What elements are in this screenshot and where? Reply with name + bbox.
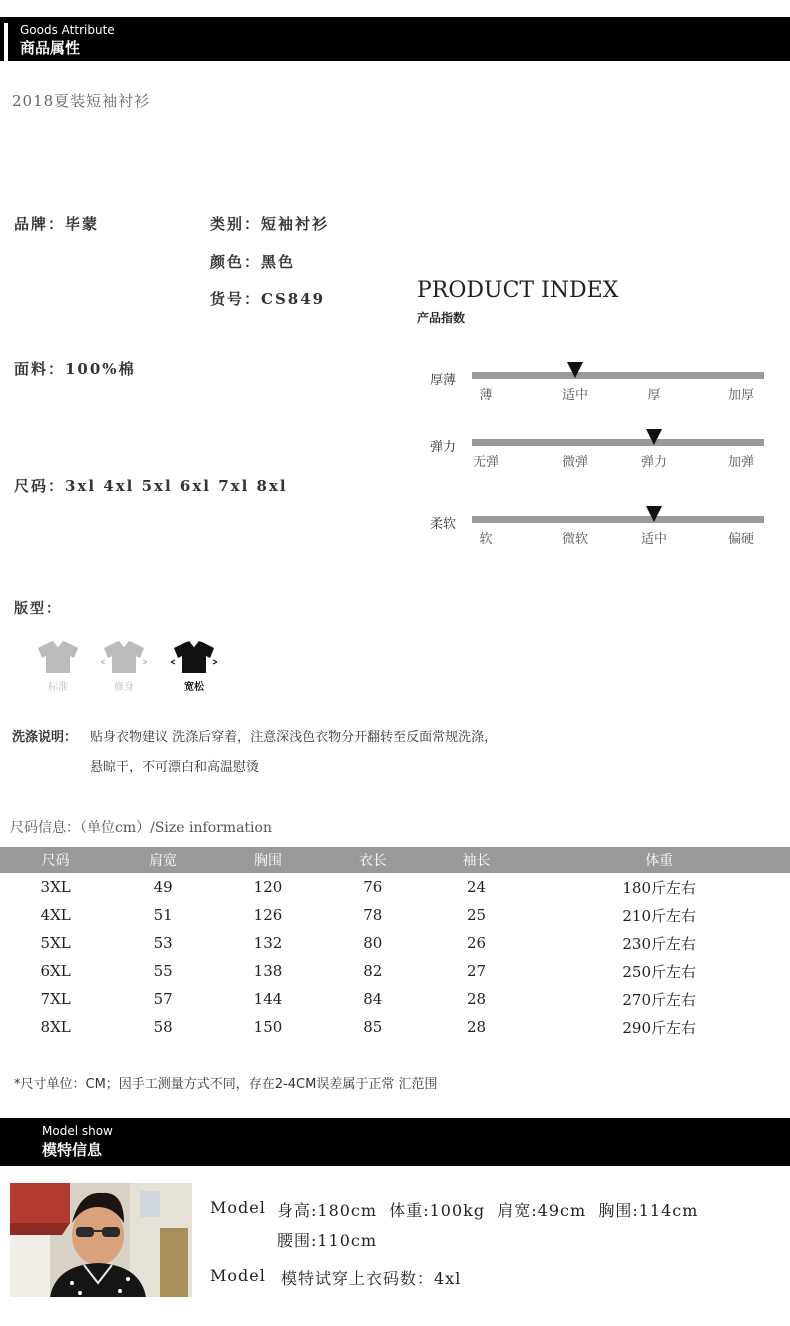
index-tick-label: 微软 (561, 532, 588, 547)
fit-option (100, 640, 148, 693)
table-cell: 84 (363, 990, 383, 1008)
index-bar (472, 372, 764, 379)
table-cell: 270斤左右 (622, 990, 697, 1009)
shirt-icon (34, 640, 82, 674)
table-row (0, 873, 790, 901)
table-cell: 25 (466, 906, 487, 924)
table-row (0, 929, 790, 957)
table-cell: 8XL (40, 1018, 71, 1036)
table-cell: 76 (363, 878, 383, 896)
table-cell: 120 (253, 878, 283, 896)
fit-option-label: 宽松 (184, 682, 204, 693)
index-label: 柔软 (430, 517, 457, 532)
table-cell: 144 (253, 990, 283, 1008)
table-cell: 28 (466, 990, 487, 1008)
size-table-header-cell: 袖长 (425, 847, 529, 873)
model-header-cn: 模特信息 (42, 1141, 103, 1159)
table-cell: 290斤左右 (622, 1018, 697, 1037)
model-show-header (0, 1118, 790, 1166)
table-row (0, 985, 790, 1013)
size-table-header (0, 847, 790, 873)
table-cell: 250斤左右 (622, 962, 697, 981)
table-cell: 82 (363, 962, 383, 980)
care-label: 洗涤说明： (12, 730, 78, 745)
size-table-header-cell: 胸围 (215, 847, 321, 873)
goods-attribute-header (0, 17, 790, 61)
care-line-2: 悬晾干，不可漂白和高温慰烫 (90, 760, 260, 775)
table-cell: 3XL (40, 878, 71, 896)
header-cn-title: 商品属性 (20, 39, 81, 57)
header-accent-bar (4, 23, 8, 61)
table-cell: 5XL (40, 934, 71, 952)
table-cell: 53 (153, 934, 173, 952)
index-bar (472, 516, 764, 523)
table-cell: 210斤左右 (622, 906, 697, 925)
size-table-header-cell: 体重 (528, 847, 790, 873)
model-label-2: Model (210, 1266, 266, 1285)
brand-attr: 品牌：毕蒙 (14, 215, 100, 233)
sizes-attr: 尺码：3xl 4xl 5xl 6xl 7xl 8xl (14, 477, 288, 495)
category-attr: 类别：短袖衬衫 (210, 215, 330, 233)
size-table-header-cell: 衣长 (321, 847, 425, 873)
index-tick-label: 薄 (479, 388, 493, 403)
size-info-title: 尺码信息：（单位cm）/Size information (10, 820, 272, 836)
table-cell: 80 (363, 934, 383, 952)
index-tick-label: 适中 (640, 532, 667, 547)
fit-option (34, 640, 82, 693)
table-cell: 7XL (40, 990, 71, 1008)
index-tick-label: 偏硬 (727, 532, 754, 547)
index-marker (646, 506, 662, 522)
size-table-header-cell: 尺码 (0, 847, 111, 873)
model-label-1: Model (210, 1198, 266, 1217)
fit-label: 版型： (14, 601, 62, 617)
table-row (0, 957, 790, 985)
index-marker (646, 429, 662, 445)
size-table-wrap (0, 847, 790, 1041)
table-cell: 126 (253, 906, 283, 924)
table-cell: 180斤左右 (622, 878, 697, 897)
fit-option-label: 标准 (48, 682, 68, 693)
table-cell: 138 (253, 962, 283, 980)
index-tick-label: 加弹 (727, 455, 754, 470)
index-tick-label: 软 (479, 532, 493, 547)
table-cell: 24 (466, 878, 487, 896)
fabric-attr: 面料：100%棉 (14, 360, 136, 378)
index-tick-label: 弹力 (640, 455, 667, 470)
fit-option-label: 修身 (114, 682, 134, 693)
item-no-attr: 货号：CS849 (210, 290, 326, 308)
index-label: 厚薄 (430, 373, 457, 388)
table-cell: 230斤左右 (622, 934, 697, 953)
shirt-icon (170, 640, 218, 674)
product-index-title: PRODUCT INDEX (417, 278, 619, 303)
index-tick-label: 微弹 (561, 455, 588, 470)
table-cell: 28 (466, 1018, 487, 1036)
fit-option (170, 640, 218, 693)
table-cell: 57 (153, 990, 173, 1008)
product-title: 2018夏装短袖衬衫 (12, 92, 151, 110)
table-cell: 132 (253, 934, 283, 952)
table-cell: 58 (153, 1018, 173, 1036)
table-cell: 49 (153, 878, 173, 896)
index-tick-label: 厚 (647, 388, 661, 403)
table-cell: 51 (153, 906, 173, 924)
table-cell: 78 (363, 906, 383, 924)
index-tick-label: 适中 (561, 388, 588, 403)
size-table-body (0, 873, 790, 1041)
table-cell: 27 (466, 962, 487, 980)
table-cell: 26 (466, 934, 487, 952)
model-header-en: Model show (42, 1124, 113, 1138)
model-photo-illustration (10, 1183, 192, 1297)
product-index-subtitle: 产品指数 (417, 311, 466, 325)
model-stats-line-1: 身高:180cm 体重:100kg 肩宽:49cm 胸围:114cm (277, 1201, 699, 1220)
index-tick-label: 加厚 (727, 388, 754, 403)
table-cell: 55 (153, 962, 173, 980)
table-cell: 4XL (40, 906, 71, 924)
model-stats-line-2: 腰围:110cm (277, 1231, 378, 1250)
color-attr: 颜色：黑色 (210, 253, 296, 271)
table-cell: 150 (253, 1018, 283, 1036)
table-cell: 85 (363, 1018, 383, 1036)
table-row (0, 901, 790, 929)
size-table-header-cell: 肩宽 (111, 847, 215, 873)
model-photo (10, 1183, 192, 1297)
header-en-title: Goods Attribute (20, 23, 115, 37)
index-tick-label: 无弹 (472, 455, 499, 470)
index-bar (472, 439, 764, 446)
shirt-icon (100, 640, 148, 674)
index-marker (567, 362, 583, 378)
size-table (0, 847, 790, 1041)
index-label: 弹力 (430, 440, 457, 455)
table-row (0, 1013, 790, 1041)
size-note: *尺寸单位：CM；因手工测量方式不同，存在2-4CM误差属于正常 汇范围 (14, 1077, 438, 1092)
model-size-line: 模特试穿上衣码数：4xl (281, 1269, 462, 1288)
table-cell: 6XL (40, 962, 71, 980)
care-line-1: 贴身衣物建议 洗涤后穿着，注意深浅色衣物分开翻转至反面常规洗涤， (90, 730, 498, 745)
